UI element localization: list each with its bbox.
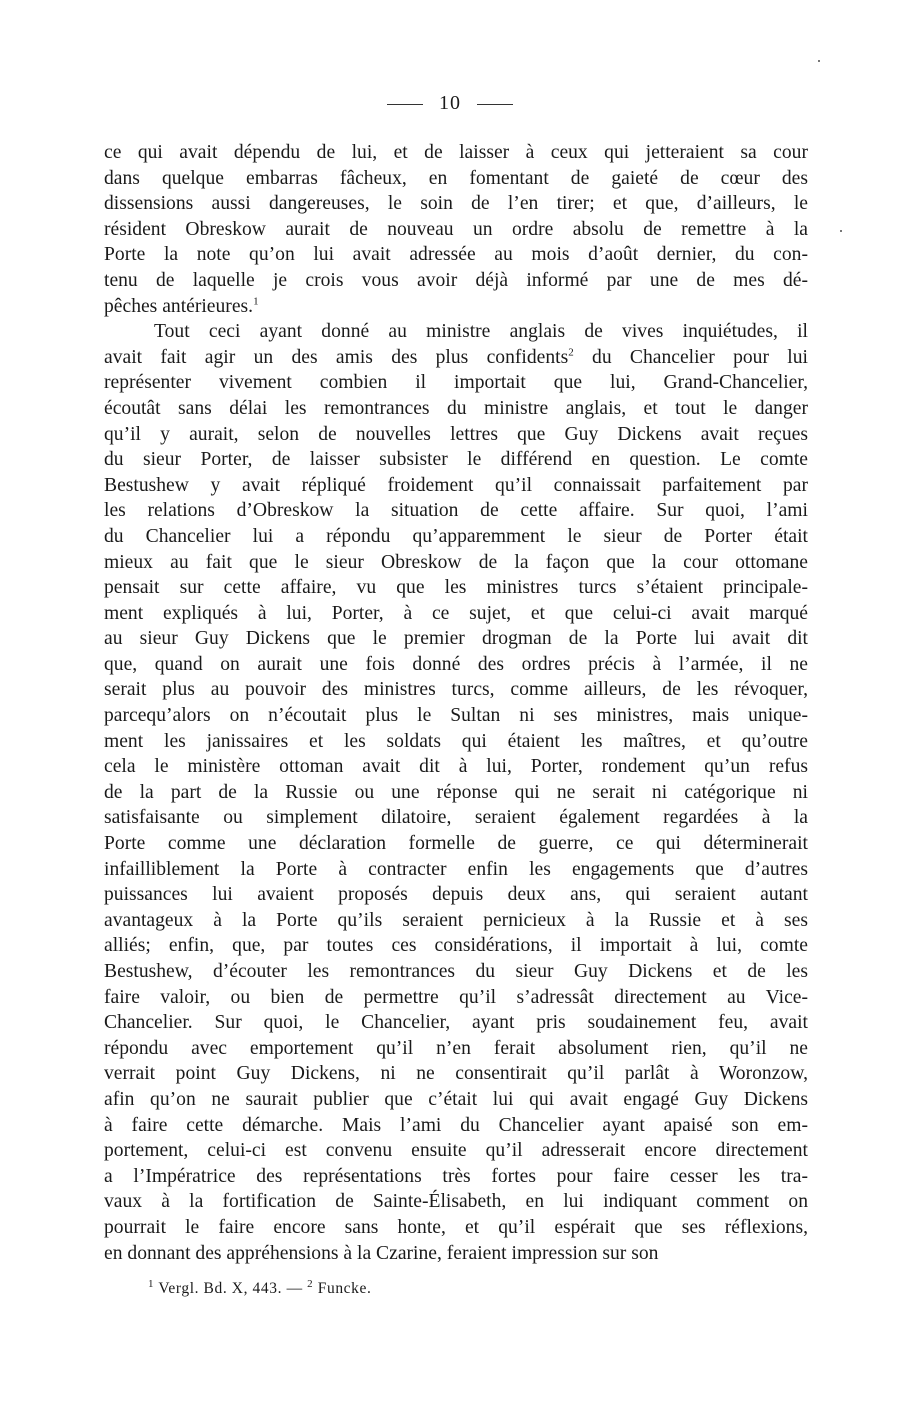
- text-line-content: résident Obreskow aurait de nouveau un ordre absolu de remettre à la: [104, 218, 808, 240]
- text-line-content: Chancelier. Sur quoi, le Chancelier, ayant pris soudainement feu, avait: [104, 1012, 808, 1034]
- footnotes: [148, 1277, 372, 1298]
- text-line-content: au sieur Guy Dickens que le premier drogman de la Porte lui avait dit: [104, 628, 808, 650]
- page-header: [0, 92, 900, 115]
- text-line: [104, 1138, 808, 1164]
- text-line-content: ce qui avait dépendu de lui, et de laisser à ceux qui jetteraient sa cour: [104, 142, 808, 163]
- text-line: [104, 729, 808, 755]
- text-line-content: Tout ceci ayant donné au ministre anglais de vives inquiétudes, il: [154, 321, 808, 343]
- text-line-content: avait fait agir un des amis des plus confidents: [104, 346, 569, 368]
- text-line: [104, 959, 808, 985]
- text-line: [104, 703, 808, 729]
- text-line-content: satisfaisante ou simplement dilatoire, seraient également regardées à la: [104, 807, 808, 829]
- footnote-separator: —: [286, 1280, 303, 1297]
- text-line: [104, 473, 808, 499]
- text-line-content: représenter vivement combien il importait que lui, Grand-Chancelier,: [104, 372, 808, 394]
- text-line-content: pêches antérieures.: [104, 295, 254, 317]
- footnote-marker-1: 1: [148, 1277, 155, 1290]
- text-line: [104, 626, 808, 652]
- text-line-content: mieux au fait que le sieur Obreskow de la façon que la cour ottomane: [104, 551, 808, 573]
- text-line: [104, 319, 808, 345]
- text-line-content: faire valoir, ou bien de permettre qu’il s’adressât directement au Vice-: [104, 986, 808, 1008]
- text-line-content: répondu avec emportement qu’il n’en ferait absolument rien, qu’il ne: [104, 1037, 808, 1059]
- page-number: 10: [439, 92, 461, 114]
- text-line: [104, 370, 808, 396]
- footnote-ref-2: 2: [568, 346, 574, 359]
- text-line: [104, 575, 808, 601]
- text-line: [104, 805, 808, 831]
- header-rule-left: [387, 104, 423, 105]
- text-line-content: avantageux à la Porte qu’ils seraient pernicieux à la Russie et à ses: [104, 909, 808, 931]
- text-line: [104, 652, 808, 678]
- text-line-content: pensait sur cette affaire, vu que les ministres turcs s’étaient principale-: [104, 577, 808, 599]
- text-line: [104, 1189, 808, 1215]
- text-line: [104, 831, 808, 857]
- text-line: [104, 268, 808, 294]
- text-line: [104, 524, 808, 550]
- text-line-content: parcequ’alors on n’écoutait plus le Sultan ni ses ministres, mais unique-: [104, 705, 808, 727]
- text-line-content: à faire cette démarche. Mais l’ami du Chancelier ayant apaisé son em-: [104, 1114, 808, 1136]
- text-line-content: que, quand on aurait une fois donné des ordres précis à l’armée, il ne: [104, 653, 808, 675]
- text-line: [104, 985, 808, 1011]
- text-line-content: qu’il y aurait, selon de nouvelles lettres que Guy Dickens avait reçues: [104, 423, 808, 445]
- text-line: [104, 1061, 808, 1087]
- text-line-content: dissensions aussi dangereuses, le soin de l’en tirer; et que, d’ailleurs, le: [104, 193, 808, 215]
- text-line-content: puissances lui avaient proposés depuis deux ans, qui seraient autant: [104, 884, 808, 906]
- text-line-continuation: du Chancelier pour lui: [573, 346, 808, 368]
- footnote-text-2: Funcke.: [317, 1280, 372, 1297]
- text-line: [104, 677, 808, 703]
- text-line: [104, 882, 808, 908]
- text-line-content: Bestushew y avait répliqué froidement qu’il connaissait parfaitement par: [104, 474, 808, 496]
- text-line: [104, 1164, 808, 1190]
- footnote-marker-2: 2: [307, 1277, 314, 1290]
- text-line: [104, 550, 808, 576]
- text-line-content: tenu de laquelle je crois vous avoir déjà informé par une de mes dé-: [104, 269, 808, 291]
- text-line-content: Bestushew, d’écouter les remontrances du sieur Guy Dickens et de les: [104, 961, 808, 982]
- text-line: [104, 422, 808, 448]
- footnote-text-1: Vergl. Bd. X, 443.: [158, 1280, 283, 1297]
- body-text: [104, 140, 808, 1266]
- text-line-content: vaux à la fortification de Sainte-Élisabeth, en lui indiquant comment on: [104, 1191, 808, 1213]
- text-line: [104, 1010, 808, 1036]
- text-line-content: les relations d’Obreskow la situation de cette affaire. Sur quoi, l’ami: [104, 500, 808, 522]
- text-line: [104, 754, 808, 780]
- text-line-content: Porte comme une déclaration formelle de guerre, ce qui déterminerait: [104, 833, 808, 855]
- text-line: [104, 447, 808, 473]
- text-line: [104, 1036, 808, 1062]
- text-line-content: du sieur Porter, de laisser subsister le différend en question. Le comte: [104, 449, 808, 471]
- text-line-content: afin qu’on ne saurait publier que c’était lui qui avait engagé Guy Dickens: [104, 1088, 808, 1110]
- text-line: [104, 345, 808, 371]
- text-line: [104, 601, 808, 627]
- text-line-content: du Chancelier lui a répondu qu’apparemment le sieur de Porter était: [104, 525, 808, 547]
- footnote-ref-1: 1: [253, 295, 259, 308]
- scan-speck: [840, 230, 842, 232]
- text-line-content: serait plus au pouvoir des ministres turcs, comme ailleurs, de les révoquer,: [104, 679, 808, 701]
- text-line-content: ment les janissaires et les soldats qui étaient les maîtres, et qu’outre: [104, 730, 808, 752]
- text-line-content: verrait point Guy Dickens, ni ne consentirait qu’il parlât à Woronzow,: [104, 1063, 808, 1085]
- text-line-content: écoutât sans délai les remontrances du ministre anglais, et tout le danger: [104, 397, 808, 419]
- text-line: [104, 780, 808, 806]
- text-line-content: pourrait le faire encore sans honte, et qu’il espérait que ses réflexions,: [104, 1216, 808, 1238]
- text-line-content: portement, celui-ci est convenu ensuite qu’il adresserait encore directement: [104, 1140, 808, 1162]
- scan-speck: [818, 60, 820, 62]
- text-line-content: Porte la note qu’on lui avait adressée au mois d’août dernier, du con-: [104, 244, 808, 266]
- text-line-content: alliés; enfin, que, par toutes ces considérations, il importait à lui, comte: [104, 935, 808, 957]
- text-line: [104, 1215, 808, 1241]
- text-line-content: cela le ministère ottoman avait dit à lui, Porter, rondement qu’un refus: [104, 756, 808, 778]
- text-line: [104, 217, 808, 243]
- text-line: [104, 857, 808, 883]
- text-line: [104, 1113, 808, 1139]
- text-line-content: en donnant des appréhensions à la Czarine, feraient impression sur son: [104, 1242, 659, 1264]
- text-line: [104, 908, 808, 934]
- text-line-content: a l’Impératrice des représentations très fortes pour faire cesser les tra-: [104, 1165, 808, 1187]
- header-rule-right: [477, 104, 513, 105]
- text-line: [104, 191, 808, 217]
- text-line: [104, 498, 808, 524]
- text-line-content: infailliblement la Porte à contracter enfin les engagements que d’autres: [104, 858, 808, 880]
- text-line: [104, 140, 808, 166]
- text-line: [104, 166, 808, 192]
- text-line: [104, 396, 808, 422]
- text-line: [104, 1087, 808, 1113]
- text-line: [104, 1241, 808, 1267]
- text-line-content: dans quelque embarras fâcheux, en fomentant de gaieté de cœur des: [104, 167, 808, 189]
- text-line-content: de la part de la Russie ou une réponse qui ne serait ni catégorique ni: [104, 781, 808, 803]
- paragraphs: [104, 140, 808, 1266]
- text-line: [104, 294, 808, 320]
- text-line-content: ment expliqués à lui, Porter, à ce sujet, et que celui-ci avait marqué: [104, 602, 808, 624]
- text-line: [104, 933, 808, 959]
- text-line: [104, 242, 808, 268]
